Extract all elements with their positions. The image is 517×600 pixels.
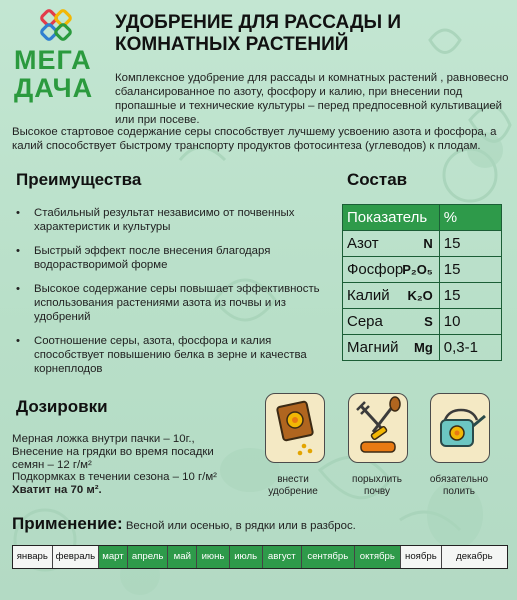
months-calendar xyxy=(12,545,508,569)
month-cell: сентябрь xyxy=(302,546,354,568)
step-fertilize-label: внести удобрение xyxy=(268,474,318,497)
month-cell: апрель xyxy=(128,546,169,568)
chemical-symbol: K₂O xyxy=(407,288,433,303)
advantages-heading: Преимущества xyxy=(16,170,142,189)
list-item: • Высокое содержание серы повышает эффективность использования растениями азота из почвы и из удобрений xyxy=(16,283,320,323)
list-item: • Стабильный результат независимо от почвенных характеристик и культуры xyxy=(16,207,295,233)
fertilizer-bag-icon xyxy=(266,394,324,462)
table-header-row xyxy=(343,205,502,231)
intro-paragraph: Комплексное удобрение для рассады и комнатных растений , равновесно сбалансированное по азоту, фосфору и калию, при внесении под пропашные и технические культуры – перед предпосевной культивацией или при посеве. xyxy=(115,72,509,126)
step-fertilize-card xyxy=(265,393,325,463)
chemical-symbol: Mg xyxy=(414,340,433,355)
sulfur-paragraph: Высокое стартовое содержание серы способствует лучшему усвоению азота и фосфора, а калий способствует быстрому транспорту продуктов фотосинтеза (углеводов) к плодам. xyxy=(12,126,497,152)
column-header-name: Показатель xyxy=(343,205,440,231)
brand-name-line1: МЕГА xyxy=(14,45,92,75)
dosage-heading: Дозировки xyxy=(16,397,108,416)
table-row: Магний Mg 0,3-1 xyxy=(343,335,502,361)
table-row: Сера S 10 xyxy=(343,309,502,335)
month-cell: июнь xyxy=(197,546,230,568)
step-water-label: обязательно полить xyxy=(429,474,489,497)
dosage-text: Мерная ложка внутри пачки – 10г., Внесение на грядки во время посадки семян – 12 г/м² Подкормках в течении сезона – 10 г/м² Хватит на 70 м². xyxy=(12,433,217,497)
month-cell: октябрь xyxy=(355,546,402,568)
table-row: Калий K₂O 15 xyxy=(343,283,502,309)
application-line xyxy=(12,514,507,534)
month-cell: декабрь xyxy=(456,551,493,562)
month-cell: май xyxy=(168,546,197,568)
month-cell: январь xyxy=(13,546,53,568)
month-cell: ноябрь xyxy=(401,546,442,568)
composition-heading: Состав xyxy=(347,170,408,189)
list-item: • Быстрый эффект после внесения благодаря водорастворимой форме xyxy=(16,245,271,271)
watering-can-icon xyxy=(431,394,489,462)
table-row: Азот N 15 xyxy=(343,231,502,257)
month-cell: июль xyxy=(230,546,263,568)
application-heading: Применение: xyxy=(12,514,123,533)
garden-tools-icon xyxy=(349,394,407,462)
chemical-symbol: N xyxy=(423,236,433,251)
list-item: • Соотношение серы, азота, фосфора и калия способствует повышению белка в зерне и качества корнеплодов xyxy=(16,335,307,375)
month-cell: август xyxy=(263,546,303,568)
product-title: УДОБРЕНИЕ ДЛЯ РАССАДЫ И КОМНАТНЫХ РАСТЕНИЙ xyxy=(115,12,402,55)
chemical-symbol: P₂O₅ xyxy=(402,262,433,277)
step-loosen-card xyxy=(348,393,408,463)
month-cell: февраль xyxy=(53,546,100,568)
brand-name-line2: ДАЧА xyxy=(14,73,94,103)
chemical-symbol: S xyxy=(424,314,433,329)
step-water-card xyxy=(430,393,490,463)
month-cell: март xyxy=(99,546,128,568)
advantages-list xyxy=(12,206,337,386)
composition-table xyxy=(342,204,502,361)
column-header-percent: % xyxy=(439,205,501,231)
application-text: Весной или осенью, в рядки или в разброс. xyxy=(125,520,356,532)
table-row: Фосфор P₂O₅ 15 xyxy=(343,257,502,283)
step-loosen-label: порыхлить почву xyxy=(352,474,402,497)
